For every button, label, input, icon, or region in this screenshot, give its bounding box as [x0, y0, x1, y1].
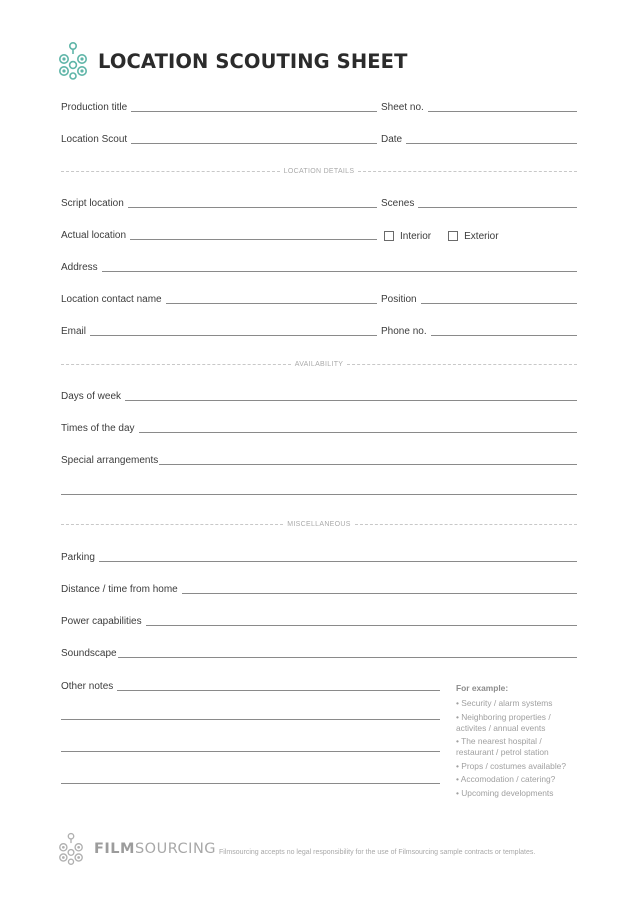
footer-brand: [94, 841, 216, 857]
distance-time-line[interactable]: [182, 593, 577, 594]
days-of-week-field[interactable]: [61, 387, 577, 403]
days-of-week-label: Days of week: [61, 391, 122, 402]
other-notes-extra-line[interactable]: [61, 719, 440, 720]
location-scout-label: Location Scout: [61, 134, 128, 145]
phone-no-label: Phone no.: [381, 326, 427, 337]
distance-time-field[interactable]: [61, 580, 577, 596]
email-line[interactable]: [90, 335, 377, 336]
times-of-day-line[interactable]: [139, 432, 577, 433]
soundscape-line[interactable]: [118, 657, 577, 658]
example-item: • Props / costumes available?: [456, 760, 566, 771]
filmsourcing-footer-logo-icon: [58, 832, 84, 866]
section-divider: [61, 524, 283, 525]
email-field[interactable]: [61, 322, 377, 338]
example-item: • Neighboring properties / activites / annual events: [456, 711, 551, 733]
filmsourcing-logo-icon: [58, 41, 88, 81]
phone-no-field[interactable]: [381, 322, 577, 338]
script-location-field[interactable]: [61, 194, 377, 210]
other-notes-extra-line[interactable]: [61, 783, 440, 784]
interior-exterior-options: [384, 229, 516, 243]
section-location-details: [61, 166, 577, 176]
page-title: LOCATION SCOUTING SHEET: [98, 49, 408, 73]
location-contact-name-line[interactable]: [166, 303, 377, 304]
other-notes-line[interactable]: [117, 690, 440, 691]
footer: [58, 832, 216, 866]
section-divider: [355, 524, 577, 525]
section-divider: [358, 171, 577, 172]
special-arrangements-field[interactable]: [61, 451, 577, 467]
examples-box: [456, 683, 581, 801]
production-title-label: Production title: [61, 102, 128, 113]
times-of-day-label: Times of the day: [61, 423, 135, 434]
header: [58, 40, 407, 82]
script-location-label: Script location: [61, 198, 124, 209]
footer-disclaimer: Filmsourcing accepts no legal responsibility for the use of Filmsourcing sample contracts or templates.: [219, 849, 536, 856]
other-notes-field[interactable]: [61, 677, 440, 693]
special-arrangements-label: Special arrangements: [61, 455, 159, 466]
parking-field[interactable]: [61, 548, 577, 564]
interior-label: Interior: [400, 230, 432, 242]
special-arrangements-extra-line[interactable]: [61, 494, 577, 495]
power-capabilities-field[interactable]: [61, 612, 577, 628]
date-field[interactable]: [381, 130, 577, 146]
section-miscellaneous-title: MISCELLANEOUS: [287, 520, 351, 528]
scenes-field[interactable]: [381, 194, 577, 210]
exterior-checkbox-option[interactable]: [448, 231, 498, 242]
example-item: • The nearest hospital / restaurant / petrol station: [456, 736, 549, 757]
section-location-details-title: LOCATION DETAILS: [283, 167, 355, 175]
example-item: • Security / alarm systems: [456, 698, 553, 708]
scenes-label: Scenes: [381, 198, 415, 209]
footer-brand-bold: FILM: [94, 841, 135, 857]
example-item: • Accomodation / catering?: [456, 774, 556, 784]
actual-location-label: Actual location: [61, 230, 127, 241]
soundscape-label: Soundscape: [61, 648, 117, 659]
production-title-field[interactable]: [61, 98, 377, 114]
location-contact-name-field[interactable]: [61, 290, 377, 306]
power-capabilities-label: Power capabilities: [61, 616, 142, 627]
address-field[interactable]: [61, 258, 577, 274]
position-line[interactable]: [421, 303, 577, 304]
actual-location-line[interactable]: [130, 239, 377, 240]
actual-location-field[interactable]: [61, 226, 377, 242]
section-divider: [347, 364, 577, 365]
section-miscellaneous: [61, 519, 577, 529]
exterior-checkbox[interactable]: [448, 231, 458, 241]
special-arrangements-line[interactable]: [159, 464, 577, 465]
distance-time-label: Distance / time from home: [61, 584, 178, 595]
interior-checkbox-option[interactable]: [384, 231, 431, 242]
power-capabilities-line[interactable]: [146, 625, 577, 626]
sheet-no-line[interactable]: [428, 111, 577, 112]
date-line[interactable]: [406, 143, 577, 144]
soundscape-field[interactable]: [61, 644, 577, 660]
script-location-line[interactable]: [128, 207, 377, 208]
production-title-line[interactable]: [131, 111, 377, 112]
address-line[interactable]: [102, 271, 577, 272]
email-label: Email: [61, 326, 87, 337]
exterior-label: Exterior: [464, 230, 499, 242]
parking-line[interactable]: [99, 561, 577, 562]
scenes-line[interactable]: [418, 207, 577, 208]
position-field[interactable]: [381, 290, 577, 306]
sheet-no-field[interactable]: [381, 98, 577, 114]
footer-brand-light: SOURCING: [134, 841, 217, 857]
example-item: • Upcoming developments: [456, 787, 554, 798]
section-divider: [61, 364, 291, 365]
sheet-no-label: Sheet no.: [381, 102, 424, 113]
location-scout-field[interactable]: [61, 130, 377, 146]
date-label: Date: [381, 134, 403, 145]
interior-checkbox[interactable]: [384, 231, 394, 241]
parking-label: Parking: [61, 552, 95, 563]
days-of-week-line[interactable]: [125, 400, 577, 401]
position-label: Position: [381, 294, 417, 305]
other-notes-label: Other notes: [61, 681, 114, 692]
location-scout-line[interactable]: [131, 143, 377, 144]
section-availability-title: AVAILABILITY: [294, 360, 344, 368]
other-notes-extra-line[interactable]: [61, 751, 440, 752]
section-availability: [61, 359, 577, 369]
times-of-day-field[interactable]: [61, 419, 577, 435]
examples-heading: For example:: [456, 683, 509, 693]
phone-no-line[interactable]: [431, 335, 577, 336]
section-divider: [61, 171, 280, 172]
location-contact-name-label: Location contact name: [61, 294, 162, 305]
address-label: Address: [61, 262, 98, 273]
